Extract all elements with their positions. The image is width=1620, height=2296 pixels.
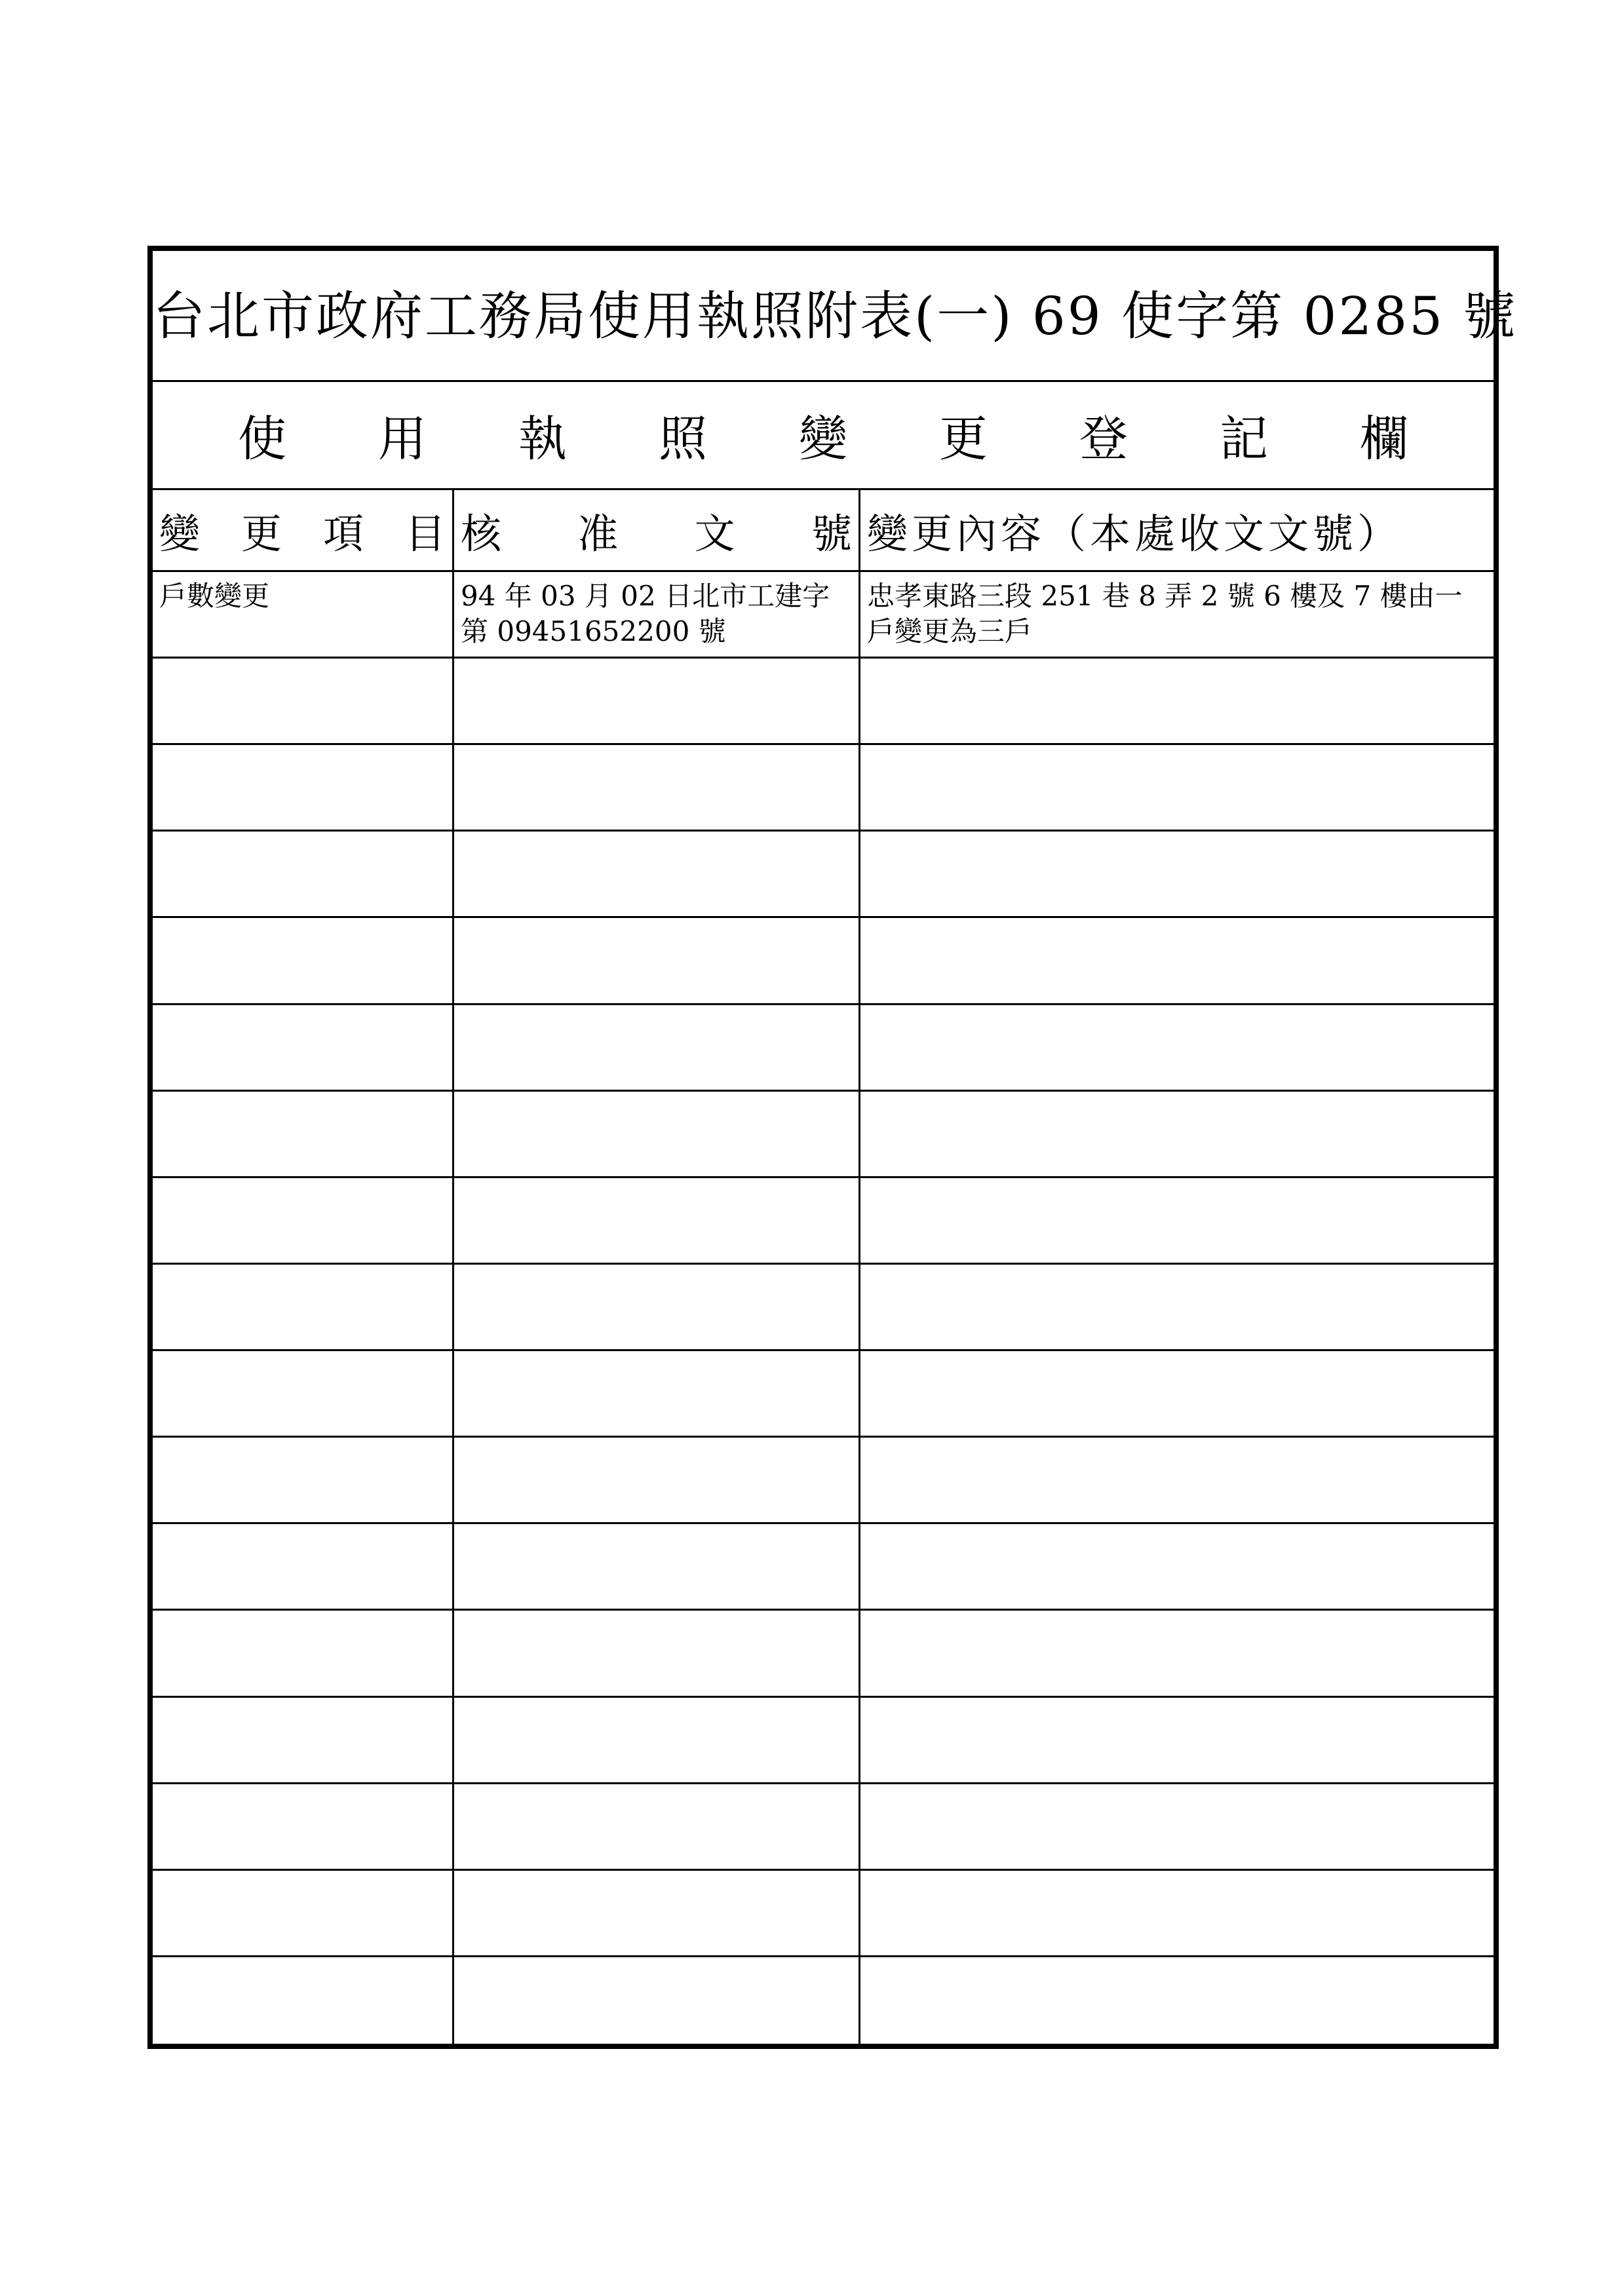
empty-cell	[454, 1351, 860, 1438]
empty-cell	[860, 1871, 1494, 1957]
empty-cell	[153, 918, 454, 1004]
empty-cell	[454, 1265, 860, 1351]
cell-change-item: 戶數變更	[153, 572, 454, 659]
section-title-char: 欄	[1360, 411, 1408, 467]
empty-cell	[454, 1092, 860, 1178]
section-title-char: 記	[1220, 411, 1268, 467]
empty-cell	[860, 918, 1494, 1004]
header-approval-no: 核 准 文 號	[454, 490, 860, 572]
empty-cell	[454, 1871, 860, 1957]
empty-cell	[860, 1957, 1494, 2044]
document-title: 台北市政府工務局使用執照附表(一) 69 使字第 0285 號	[153, 251, 1494, 382]
license-attachment-sheet	[147, 246, 1518, 2049]
empty-cell	[153, 1438, 454, 1524]
empty-cell	[153, 1784, 454, 1871]
empty-cell	[153, 1957, 454, 2044]
empty-cell	[454, 1438, 860, 1524]
empty-cell	[153, 1265, 454, 1351]
empty-cell	[860, 1438, 1494, 1524]
empty-cell	[153, 1698, 454, 1784]
empty-cell	[153, 1005, 454, 1092]
empty-cell	[454, 1784, 860, 1871]
empty-cell	[860, 1524, 1494, 1611]
change-register-table	[153, 490, 1494, 2044]
empty-cell	[153, 1524, 454, 1611]
empty-cell	[454, 1698, 860, 1784]
section-title	[153, 382, 1494, 490]
empty-cell	[860, 1265, 1494, 1351]
empty-cell	[860, 745, 1494, 832]
section-title-char: 更	[939, 411, 988, 467]
empty-cell	[860, 1178, 1494, 1265]
empty-cell	[153, 1178, 454, 1265]
section-title-char: 執	[518, 411, 567, 467]
empty-cell	[860, 1005, 1494, 1092]
empty-cell	[860, 832, 1494, 918]
section-title-char: 變	[799, 411, 847, 467]
empty-cell	[153, 832, 454, 918]
section-title-char: 登	[1079, 411, 1128, 467]
empty-cell	[454, 1005, 860, 1092]
empty-cell	[454, 745, 860, 832]
empty-cell	[153, 1611, 454, 1697]
section-title-char: 使	[238, 411, 286, 467]
empty-cell	[153, 1871, 454, 1957]
section-title-char: 照	[659, 411, 707, 467]
header-change-item: 變 更 項 目	[153, 490, 454, 572]
empty-cell	[153, 1351, 454, 1438]
empty-cell	[860, 1698, 1494, 1784]
section-title-char: 用	[378, 411, 427, 467]
empty-cell	[153, 745, 454, 832]
empty-cell	[860, 1351, 1494, 1438]
empty-cell	[454, 918, 860, 1004]
cell-change-content: 忠孝東路三段 251 巷 8 弄 2 號 6 樓及 7 樓由一戶變更為三戶	[860, 572, 1494, 659]
empty-cell	[153, 659, 454, 745]
empty-cell	[153, 1092, 454, 1178]
empty-cell	[454, 1524, 860, 1611]
empty-cell	[454, 1957, 860, 2044]
header-change-content: 變更內容（本處收文文號）	[860, 490, 1494, 572]
empty-cell	[454, 1611, 860, 1697]
empty-cell	[860, 1092, 1494, 1178]
empty-cell	[860, 1784, 1494, 1871]
empty-cell	[454, 1178, 860, 1265]
empty-cell	[454, 659, 860, 745]
empty-cell	[860, 659, 1494, 745]
cell-approval-no: 94 年 03 月 02 日北市工建字第 09451652200 號	[454, 572, 860, 659]
empty-cell	[860, 1611, 1494, 1697]
empty-cell	[454, 832, 860, 918]
